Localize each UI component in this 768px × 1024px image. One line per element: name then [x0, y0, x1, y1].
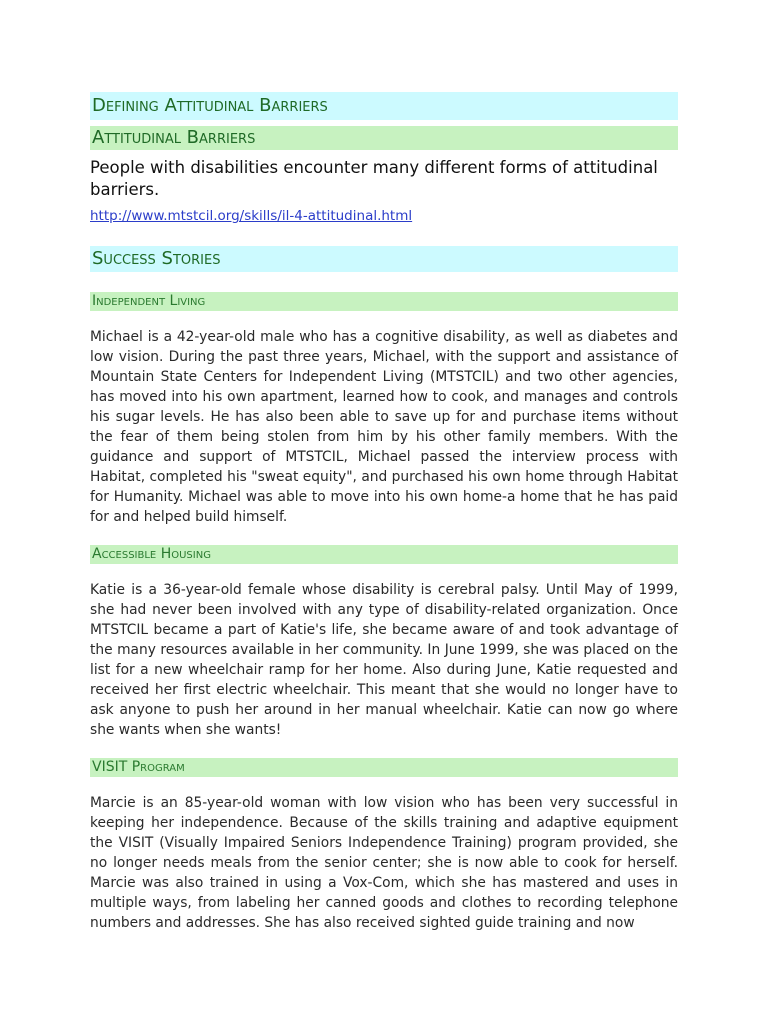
lead-paragraph: People with disabilities encounter many different forms of attitudinal barriers. [90, 158, 658, 199]
visit-program-text: Marcie is an 85-year-old woman with low vision who has been very successful in keeping her independence. Because of the skills training and adaptive equipment the VISIT (Visually Impaired Seniors Independence Training) program provided, she no longer needs meals from the senior center; she is now able to cook for herself. Marcie was also trained in using a Vox-Com, which she has mastered and uses in multiple ways, from labeling her canned goods and clothes to recording telephone numbers and addresses. She has also received sighted guide training and now [90, 795, 678, 931]
source-link[interactable]: http://www.mtstcil.org/skills/il-4-attitudinal.html [90, 208, 413, 224]
document-page [90, 92, 678, 933]
page-title: Defining Attitudinal Barriers [90, 92, 678, 120]
independent-living-heading: Independent Living [90, 292, 678, 311]
visit-program-heading: VISIT Program [90, 758, 678, 777]
accessible-housing-text: Katie is a 36-year-old female whose disability is cerebral palsy. Until May of 1999, she had never been involved with any type of disability-related organization. Once MTSTCIL became a part of Katie's life, she became aware of and took advantage of the many resources available in her community. In June 1999, she was placed on the list for a new wheelchair ramp for her home. Also during June, Katie requested and received her first electric wheelchair. This meant that she would no longer have to ask anyone to push her around in her manual wheelchair. Katie can now go where she wants when she wants! [90, 582, 678, 738]
success-stories-heading: Success Stories [90, 246, 678, 272]
attitudinal-barriers-heading: Attitudinal Barriers [90, 126, 678, 150]
independent-living-text: Michael is a 42-year-old male who has a cognitive disability, as well as diabetes and low vision. During the past three years, Michael, with the support and assistance of Mountain State Centers for Independent Living (MTSTCIL) and two other agencies, has moved into his own apartment, learned how to cook, and manages and controls his sugar levels. He has also been able to save up for and purchase items without the fear of them being stolen from him by his other family members. With the guidance and support of MTSTCIL, Michael passed the interview process with Habitat, completed his "sweat equity", and purchased his own home through Habitat for Humanity. Michael was able to move into his own home-a home that he has paid for and helped build himself. [90, 329, 678, 525]
accessible-housing-heading: Accessible Housing [90, 545, 678, 564]
